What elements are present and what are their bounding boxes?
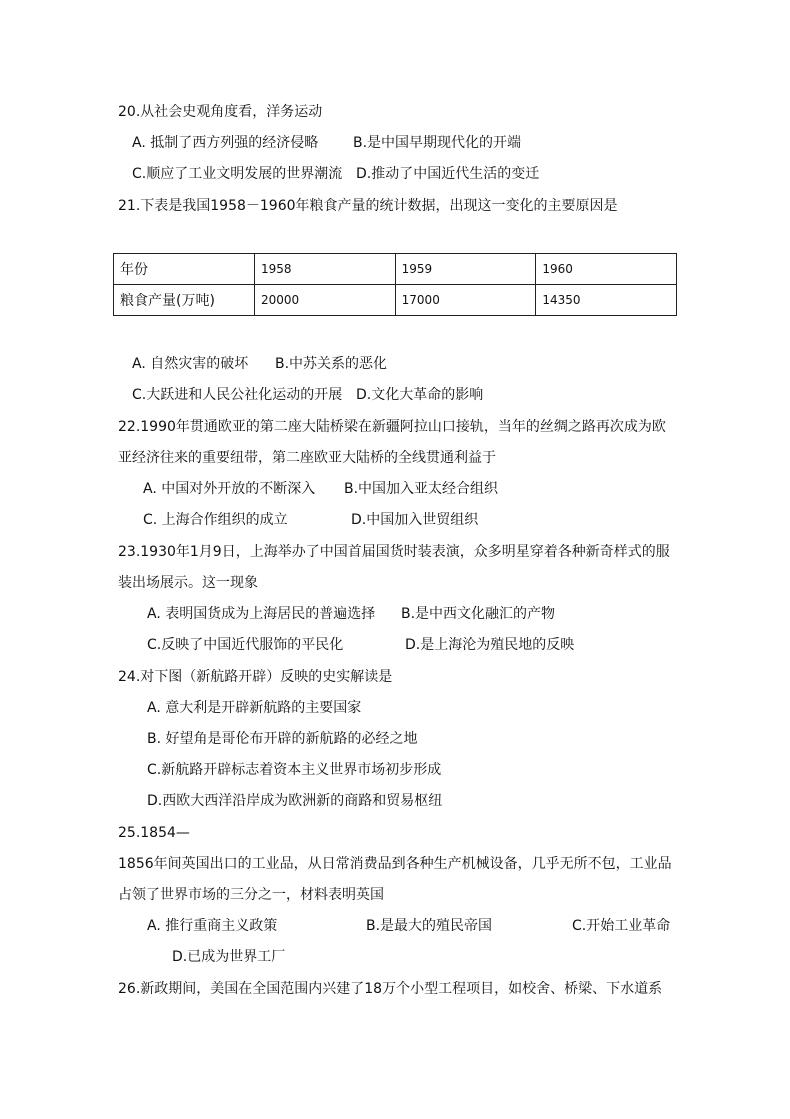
q23-option-c: C.反映了中国近代服饰的平民化 (147, 637, 344, 653)
q25-option-c: C.开始工业革命 (572, 918, 671, 934)
q24-option-b: B. 好望角是哥伦布开辟的新航路的必经之地 (147, 731, 418, 747)
output-cell: 17000 (395, 285, 536, 316)
q22-stem-line-2: 亚经济往来的重要纽带，第二座欧亚大陆桥的全线贯通利益于 (118, 450, 496, 466)
q21-option-b: B.中苏关系的恶化 (275, 356, 388, 372)
q22-option-a: A. 中国对外开放的不断深入 (143, 481, 316, 497)
q21-option-a: A. 自然灾害的破坏 (132, 356, 249, 372)
q26-stem-line-1: 26.新政期间，美国在全国范围内兴建了18万个小型工程项目，如校舍、桥梁、下水道系 (118, 981, 663, 997)
q25-option-b: B.是最大的殖民帝国 (366, 918, 493, 934)
year-cell: 1960 (536, 254, 677, 285)
year-label-cell: 年份 (114, 254, 255, 285)
q20-option-d: D.推动了中国近代生活的变迁 (356, 166, 540, 182)
q23-stem-line-2: 装出场展示。这一现象 (118, 575, 258, 591)
q23-stem-line-1: 23.1930年1月9日，上海举办了中国首届国货时装表演，众多明星穿着各种新奇样式的服 (118, 544, 670, 560)
q22-stem-line-1: 22.1990年贯通欧亚的第二座大陆桥梁在新疆阿拉山口接轨，当年的丝绸之路再次成为欧 (118, 419, 666, 435)
table-row (114, 285, 677, 316)
output-cell: 14350 (536, 285, 677, 316)
q22-option-c: C. 上海合作组织的成立 (143, 512, 288, 528)
year-cell: 1959 (395, 254, 536, 285)
q23-option-b: B.是中西文化融汇的产物 (401, 606, 556, 622)
q25-stem-line-3: 占领了世界市场的三分之一，材料表明英国 (118, 887, 384, 903)
grain-output-table (113, 253, 677, 316)
q24-option-d: D.西欧大西洋沿岸成为欧洲新的商路和贸易枢纽 (147, 793, 443, 809)
output-label-cell: 粮食产量(万吨) (114, 285, 255, 316)
q25-option-a: A. 推行重商主义政策 (147, 918, 278, 934)
q23-option-a: A. 表明国货成为上海居民的普遍选择 (147, 606, 376, 622)
year-cell: 1958 (255, 254, 396, 285)
q24-option-a: A. 意大利是开辟新航路的主要国家 (147, 700, 362, 716)
q20-stem: 20.从社会史观角度看，洋务运动 (118, 104, 323, 120)
q23-option-d: D.是上海沦为殖民地的反映 (405, 637, 575, 653)
q25-stem-line-1: 25.1854— (118, 825, 190, 841)
table-row (114, 254, 677, 285)
q24-option-c: C.新航路开辟标志着资本主义世界市场初步形成 (147, 762, 442, 778)
q25-option-d: D.已成为世界工厂 (172, 949, 286, 965)
q22-option-b: B.中国加入亚太经合组织 (344, 481, 499, 497)
q20-option-b: B.是中国早期现代化的开端 (353, 135, 522, 151)
q20-option-c: C.顺应了工业文明发展的世界潮流 (132, 166, 343, 182)
output-cell: 20000 (255, 285, 396, 316)
q25-stem-line-2: 1856年间英国出口的工业品，从日常消费品到各种生产机械设备，几乎无所不包，工业品 (118, 856, 672, 872)
q21-stem: 21.下表是我国1958－1960年粮食产量的统计数据，出现这一变化的主要原因是 (118, 198, 618, 214)
q21-option-c: C.大跃进和人民公社化运动的开展 (132, 387, 343, 403)
q22-option-d: D.中国加入世贸组织 (351, 512, 479, 528)
q20-option-a: A. 抵制了西方列强的经济侵略 (132, 135, 319, 151)
q24-stem: 24.对下图（新航路开辟）反映的史实解读是 (118, 669, 393, 685)
q21-option-d: D.文化大革命的影响 (356, 387, 484, 403)
